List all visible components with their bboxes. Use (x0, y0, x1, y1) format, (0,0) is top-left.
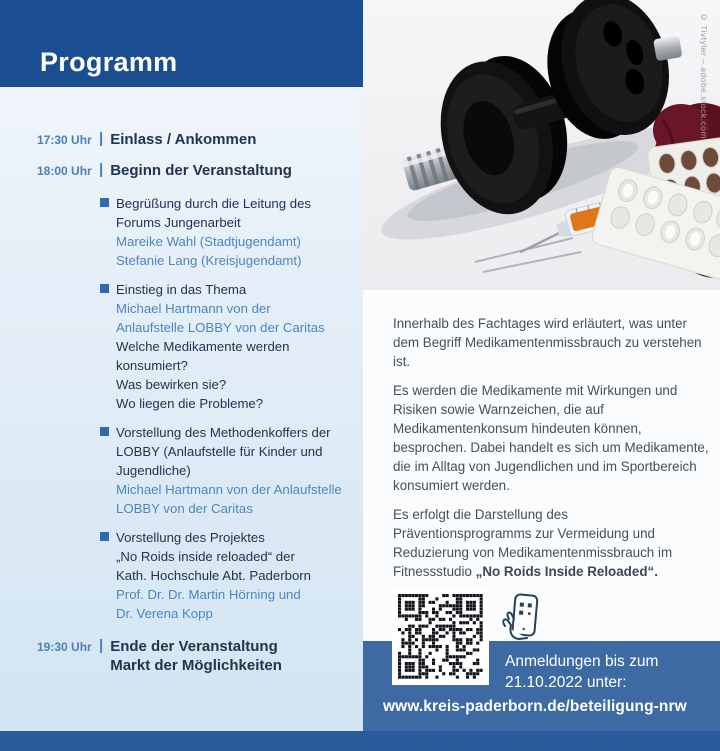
list-item (100, 194, 361, 270)
schedule-title-line1: Ende der Veranstaltung (110, 638, 278, 655)
speaker-name: Michael Hartmann von der (116, 301, 271, 316)
speaker-name: Stefanie Lang (Kreisjugendamt) (116, 253, 302, 268)
speaker-name: Dr. Verena Kopp (116, 606, 213, 621)
header-bar (0, 0, 363, 87)
list-item (100, 528, 361, 623)
schedule-row-einlass (37, 130, 361, 149)
registration-url-link[interactable]: www.kreis-paderborn.de/beteiligung-nrw (383, 698, 687, 715)
speaker-name: Michael Hartmann von der Anlaufstelle (116, 482, 342, 497)
info-paragraph-3 (393, 505, 709, 581)
dumbbell-syringe-pills-photo (363, 0, 720, 290)
bullet-square-icon (100, 198, 109, 207)
page-title: Programm (40, 47, 178, 77)
speaker-name: Anlaufstelle LOBBY von der Caritas (116, 320, 325, 335)
agenda-line: Jugendliche) (116, 463, 191, 478)
registration-text (505, 651, 658, 693)
schedule-row-ende (37, 637, 361, 675)
info-paragraph-2: Es werden die Medikamente mit Wirkungen und Risiken sowie Warnzeichen, die auf Medikamentenkonsum hindeuten können, besprochen. Dabei handelt es sich um Medikamente, die im Alltag von Jugendlichen und im Sportbereich konsumiert werden. (393, 383, 709, 493)
schedule-title: Einlass / Ankommen (110, 131, 257, 148)
schedule (37, 130, 361, 687)
divider: | (99, 130, 104, 147)
qr-code-icon (392, 588, 489, 685)
info-paragraph-1: Innerhalb des Fachtages wird erläutert, was unter dem Begriff Medikamentenmissbrauch zu verstehen ist. (393, 316, 702, 369)
agenda-line: Vorstellung des Methodenkoffers der (116, 425, 331, 440)
info-paragraph-3-text: Es erfolgt die Darstellung des Präventionsprogramms zur Vermeidung und Reduzierung von Medikamentenmissbrauch im Fitnessstudio (393, 507, 673, 579)
time-label: 17:30 Uhr (37, 133, 92, 147)
registration-line1: Anmeldungen bis zum (505, 653, 659, 670)
program-name-bold: „No Roids Inside Reloaded“. (475, 564, 658, 579)
schedule-title-line2: Markt der Möglichkeiten (110, 657, 282, 674)
bullet-square-icon (100, 532, 109, 541)
divider: | (99, 637, 104, 654)
registration-line2: 21.10.2022 unter: (505, 674, 627, 691)
agenda-line: Welche Medikamente werden konsumiert? (116, 339, 290, 373)
agenda-list (100, 194, 361, 623)
agenda-line: Einstieg in das Thema (116, 282, 247, 297)
schedule-title (110, 637, 282, 675)
list-item (100, 423, 361, 518)
schedule-title: Beginn der Veranstaltung (110, 162, 292, 179)
photo-credit: © Tivtyler – adobe.stock.com (699, 12, 709, 139)
speaker-name: Prof. Dr. Dr. Martin Hörning und (116, 587, 301, 602)
speaker-name: Mareike Wahl (Stadtjugendamt) (116, 234, 301, 249)
agenda-line: Forums Jungenarbeit (116, 215, 241, 230)
info-text (393, 314, 709, 591)
agenda-line: Was bewirken sie? (116, 377, 227, 392)
divider: | (99, 161, 104, 178)
phone-scan-qr-icon (499, 592, 543, 644)
agenda-line: Kath. Hochschule Abt. Paderborn (116, 568, 312, 583)
bullet-square-icon (100, 427, 109, 436)
list-item (100, 280, 361, 413)
time-label: 18:00 Uhr (37, 164, 92, 178)
bottom-bar (0, 731, 720, 751)
time-label: 19:30 Uhr (37, 640, 92, 654)
agenda-line: Vorstellung des Projektes (116, 530, 265, 545)
speaker-name: LOBBY von der Caritas (116, 501, 253, 516)
agenda-line: LOBBY (Anlaufstelle für Kinder und (116, 444, 323, 459)
bullet-square-icon (100, 284, 109, 293)
schedule-row-beginn (37, 161, 361, 180)
agenda-line: Wo liegen die Probleme? (116, 396, 264, 411)
agenda-line: „No Roids inside reloaded“ der (116, 549, 295, 564)
agenda-line: Begrüßung durch die Leitung des (116, 196, 312, 211)
